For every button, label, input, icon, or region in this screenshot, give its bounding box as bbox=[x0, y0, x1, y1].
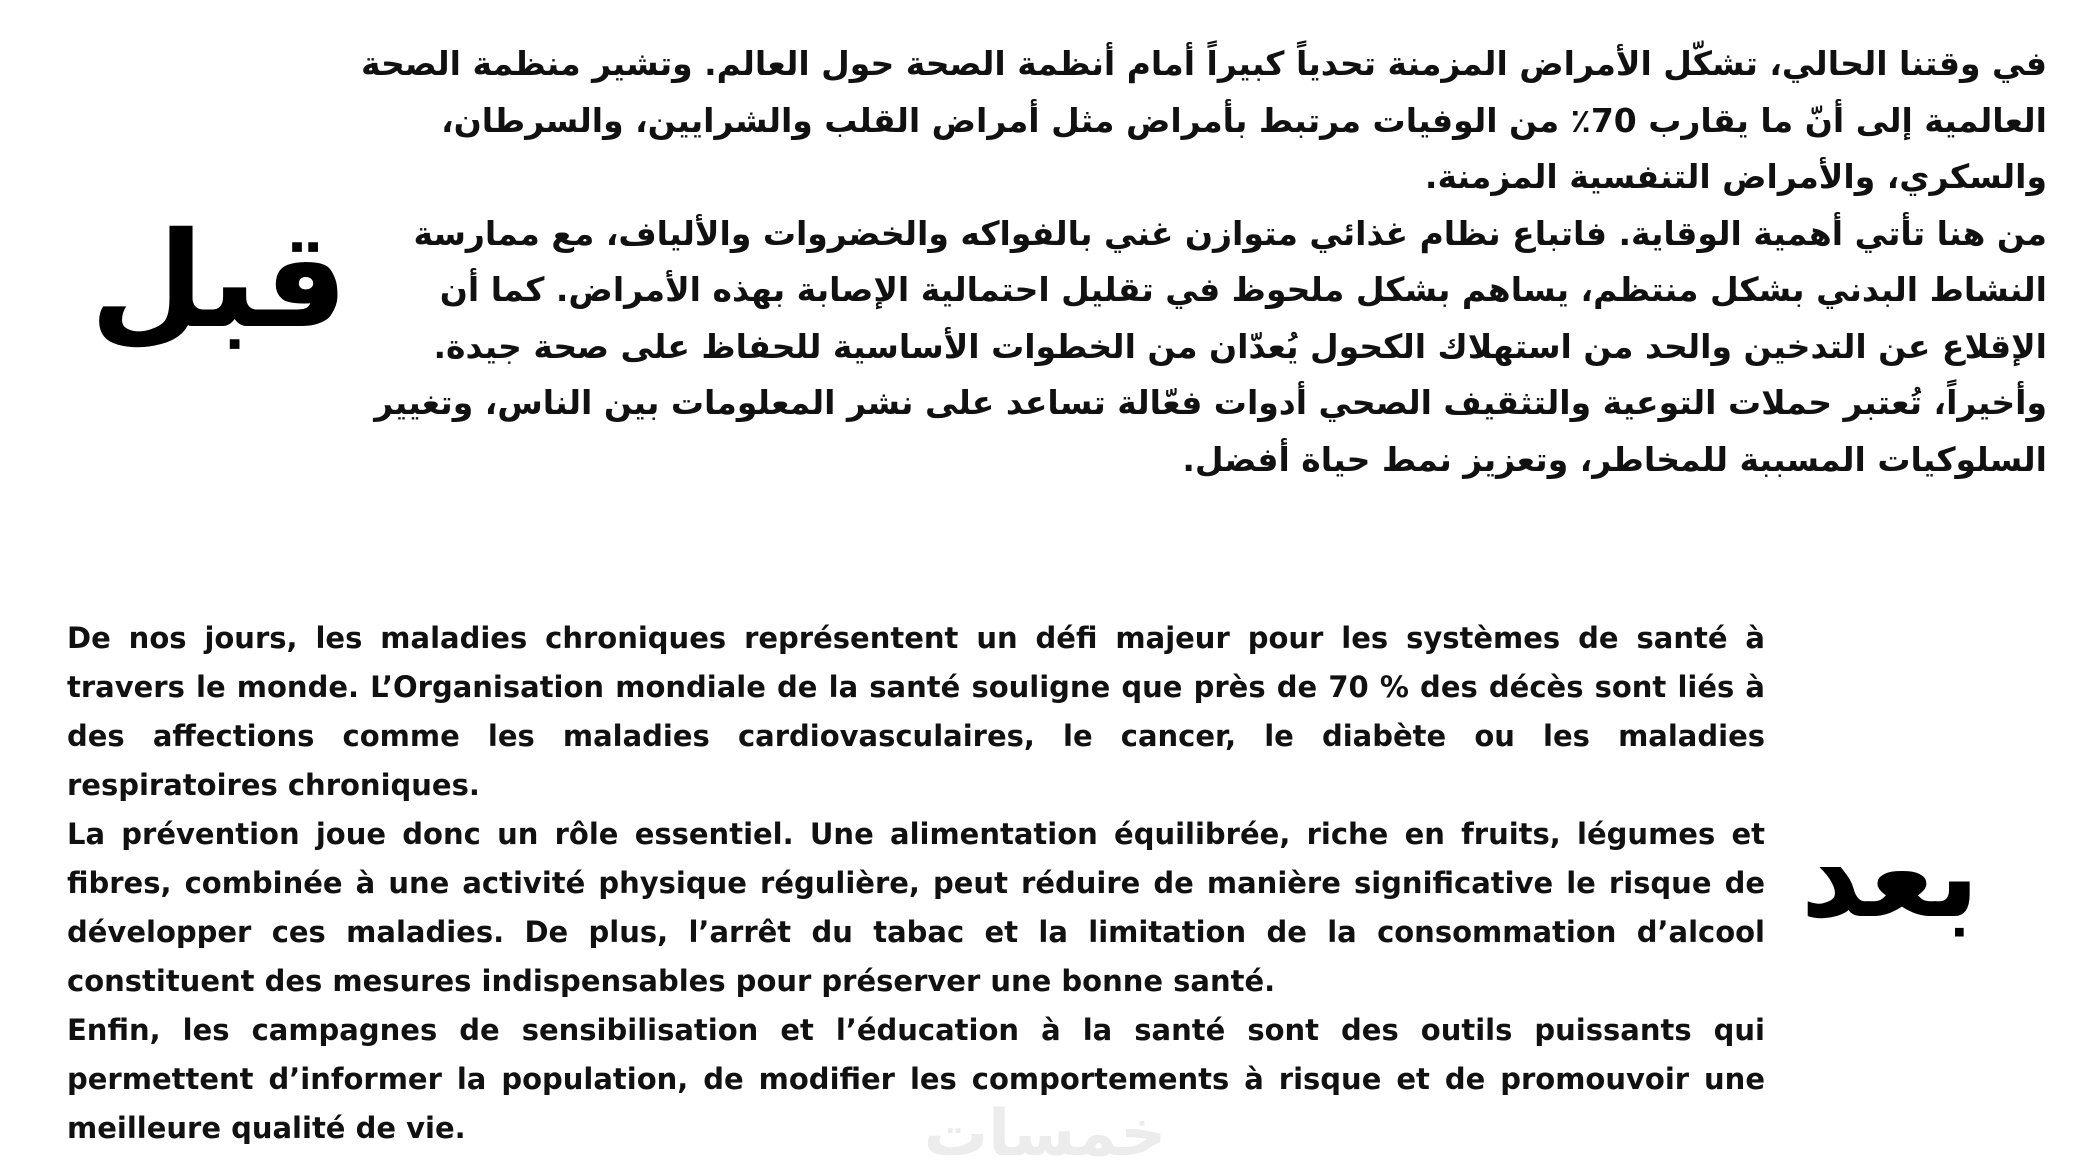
french-paragraph-1: De nos jours, les maladies chroniques représentent un défi majeur pour les systèmes de santé à travers le monde. L’Organisation mondiale de la santé souligne que près de 70 % des décès sont liés à des affections comme les maladies cardiovasculaires, le cancer, le diabète ou les maladies respiratoires chroniques. bbox=[67, 621, 1765, 802]
french-paragraph-2: La prévention joue donc un rôle essentiel. Une alimentation équilibrée, riche en fruits, légumes et fibres, combinée à une activité physique régulière, peut réduire de manière significative le risque de développer ces maladies. De plus, l’arrêt du tabac et la limitation de la consommation d’alcool constituent des mesures indispensables pour préserver une bonne santé. bbox=[67, 817, 1765, 998]
arabic-paragraph-3: وأخيراً، تُعتبر حملات التوعية والتثقيف الصحي أدوات فعّالة تساعد على نشر المعلومات بين الناس، وتغيير السلوكيات المسببة للمخاطر، وتعزيز نمط حياة أفضل. bbox=[374, 383, 2047, 479]
french-text-block bbox=[67, 614, 1765, 1153]
french-paragraph-3: Enfin, les campagnes de sensibilisation et l’éducation à la santé sont des outils puissants qui permettent d’informer la population, de modifier les comportements à risque et de promouvoir une meilleure qualité de vie. bbox=[67, 1013, 1765, 1145]
after-label: بعد bbox=[1800, 806, 1980, 944]
before-label: قبل bbox=[89, 204, 348, 358]
arabic-text-block bbox=[335, 36, 2047, 488]
arabic-paragraph-2: من هنا تأتي أهمية الوقاية. فاتباع نظام غذائي متوازن غني بالفواكه والخضروات والألياف، مع ممارسة النشاط البدني بشكل منتظم، يساهم بشكل ملحوظ في تقليل احتمالية الإصابة بهذه الأمراض. كما أن الإقلاع عن التدخين والحد من استهلاك الكحول يُعدّان من الخطوات الأساسية للحفاظ على صحة جيدة. bbox=[413, 213, 2047, 366]
khamsat-watermark: خمسات bbox=[923, 1098, 1167, 1170]
arabic-paragraph-1: في وقتنا الحالي، تشكّل الأمراض المزمنة تحدياً كبيراً أمام أنظمة الصحة حول العالم. وتشير منظمة الصحة العالمية إلى أنّ ما يقارب 70٪ من الوفيات مرتبط بأمراض مثل أمراض القلب والشرايين، والسرطان، والسكري، والأمراض التنفسية المزمنة. bbox=[360, 44, 2047, 196]
